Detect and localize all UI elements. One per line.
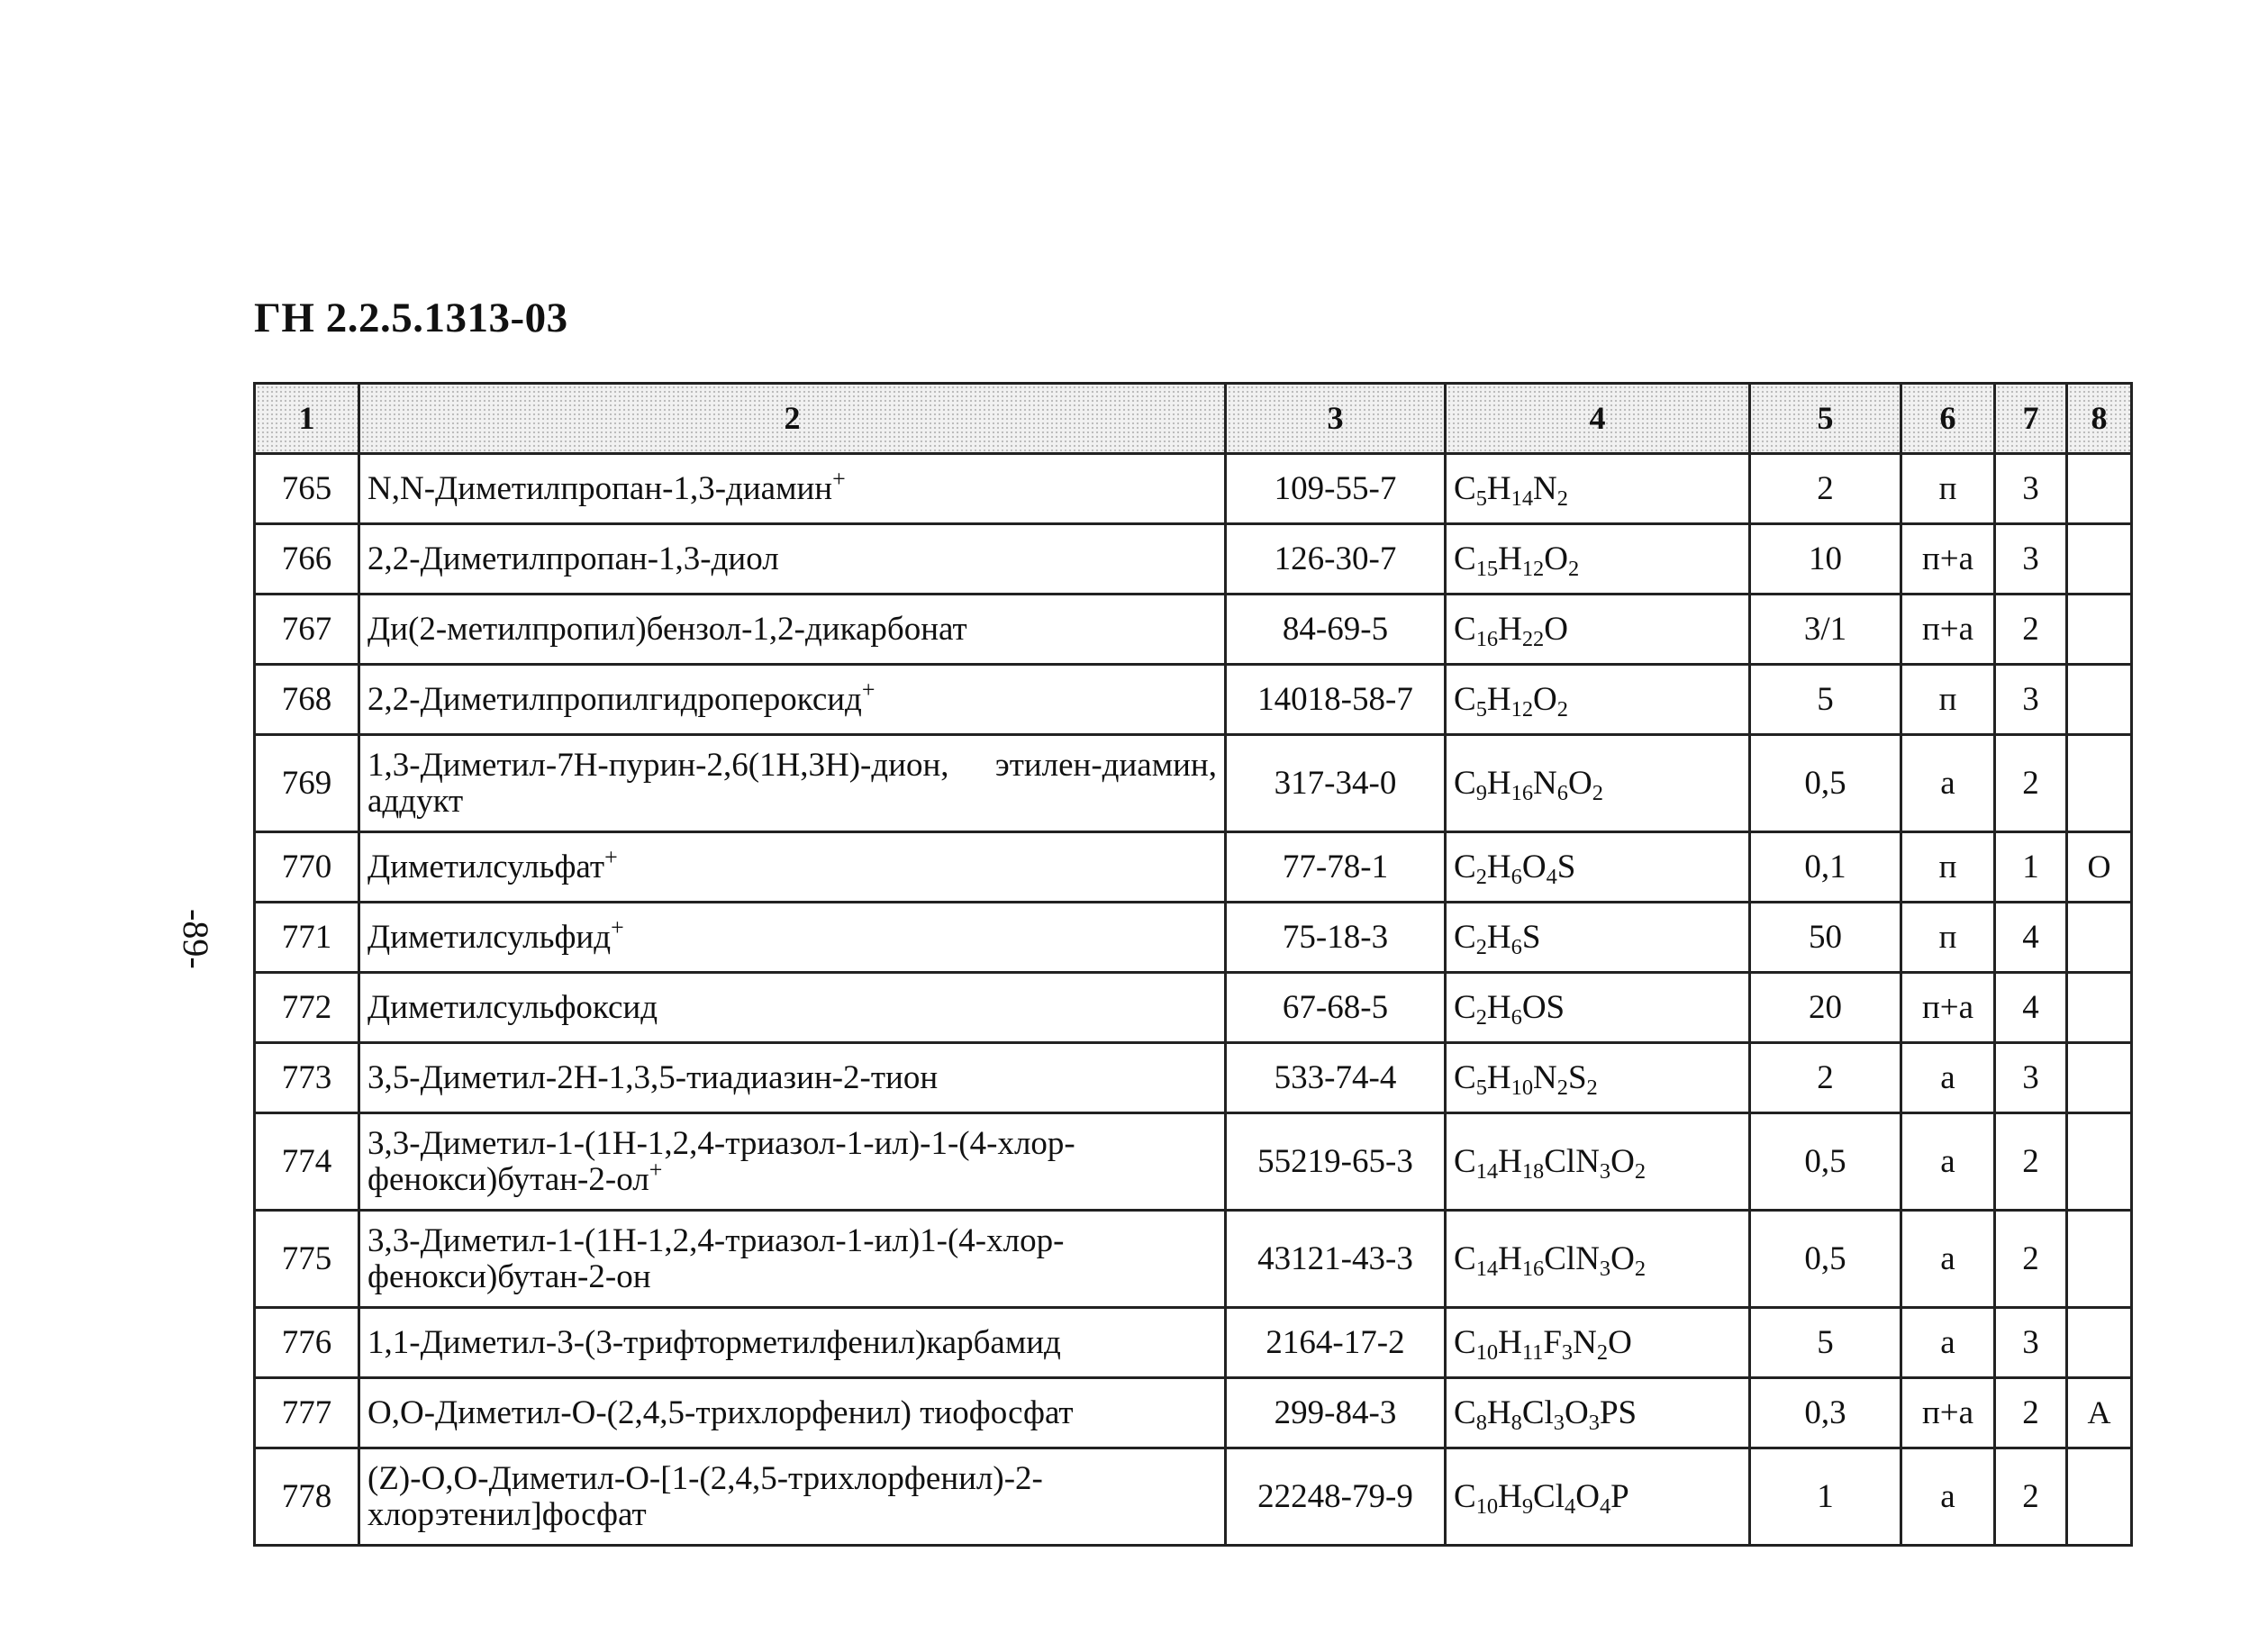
- substance-name: [359, 454, 1226, 524]
- aggregate-state: а: [1901, 735, 1995, 832]
- column-header: 5: [1750, 384, 1901, 454]
- hazard-class: 3: [1995, 665, 2067, 735]
- limit-value: 0,3: [1750, 1378, 1901, 1448]
- table-row: [255, 1308, 2132, 1378]
- cas-number: 14018-58-7: [1226, 665, 1446, 735]
- aggregate-state: п: [1901, 832, 1995, 903]
- aggregate-state: п+а: [1901, 1378, 1995, 1448]
- limit-value: 5: [1750, 665, 1901, 735]
- cas-number: 109-55-7: [1226, 454, 1446, 524]
- substance-name-text: 1,1-Диметил-3-(3-трифторметилфенил)карбамид: [367, 1323, 1061, 1361]
- limit-value: 0,5: [1750, 1113, 1901, 1211]
- aggregate-state: а: [1901, 1308, 1995, 1378]
- aggregate-state: а: [1901, 1448, 1995, 1546]
- column-header: 3: [1226, 384, 1446, 454]
- hazard-class: 3: [1995, 1308, 2067, 1378]
- substances-table: [253, 382, 2133, 1547]
- hazard-class: 2: [1995, 735, 2067, 832]
- aggregate-state: а: [1901, 1113, 1995, 1211]
- table-row: [255, 1378, 2132, 1448]
- effect-feature: [2067, 903, 2132, 973]
- substance-name-text: Диметилсульфид+: [367, 913, 624, 956]
- table-header-row: [255, 384, 2132, 454]
- substance-name: [359, 595, 1226, 665]
- limit-value: 0,1: [1750, 832, 1901, 903]
- table-row: [255, 973, 2132, 1043]
- effect-feature: [2067, 1113, 2132, 1211]
- limit-value: 1: [1750, 1448, 1901, 1546]
- effect-feature: [2067, 973, 2132, 1043]
- table-row: [255, 595, 2132, 665]
- chemical-formula: $C_8H_8Cl_3O_3PS$: [1446, 1378, 1750, 1448]
- limit-value: 10: [1750, 524, 1901, 595]
- substance-name-text: N,N-Диметилпропан-1,3-диамин+: [367, 465, 846, 507]
- table-row: [255, 1211, 2132, 1308]
- limit-value: 20: [1750, 973, 1901, 1043]
- cas-number: 299-84-3: [1226, 1378, 1446, 1448]
- row-number: 775: [255, 1211, 359, 1308]
- chemical-formula: $C_5H_{14}N_2$: [1446, 454, 1750, 524]
- limit-value: 3/1: [1750, 595, 1901, 665]
- hazard-class: 2: [1995, 595, 2067, 665]
- row-number: 778: [255, 1448, 359, 1546]
- chemical-formula: $C_{14}H_{18}ClN_3O_2$: [1446, 1113, 1750, 1211]
- chemical-formula: $C_5H_{12}O_2$: [1446, 665, 1750, 735]
- limit-value: 0,5: [1750, 735, 1901, 832]
- hazard-class: 2: [1995, 1211, 2067, 1308]
- row-number: 776: [255, 1308, 359, 1378]
- effect-feature: [2067, 735, 2132, 832]
- chemical-formula: $C_2H_6O_4S$: [1446, 832, 1750, 903]
- cas-number: 22248-79-9: [1226, 1448, 1446, 1546]
- substance-name: [359, 665, 1226, 735]
- chemical-formula: $C_9H_{16}N_6O_2$: [1446, 735, 1750, 832]
- aggregate-state: п: [1901, 665, 1995, 735]
- substance-name: [359, 973, 1226, 1043]
- effect-feature: [2067, 1211, 2132, 1308]
- table-row: [255, 1113, 2132, 1211]
- substance-name-text: Диметилсульфат+: [367, 843, 618, 885]
- limit-value: 50: [1750, 903, 1901, 973]
- column-header: 2: [359, 384, 1226, 454]
- effect-feature: О: [2067, 832, 2132, 903]
- substance-name-text: (Z)-О,О-Диметил-О-[1-(2,4,5-трихлорфенил)-2-хлорэтенил]фосфат: [367, 1459, 1043, 1533]
- row-number: 771: [255, 903, 359, 973]
- hazard-class: 3: [1995, 454, 2067, 524]
- hazard-class: 2: [1995, 1113, 2067, 1211]
- chemical-formula: $C_{15}H_{12}O_2$: [1446, 524, 1750, 595]
- hazard-class: 3: [1995, 1043, 2067, 1113]
- chemical-formula: $C_{14}H_{16}ClN_3O_2$: [1446, 1211, 1750, 1308]
- column-header: 6: [1901, 384, 1995, 454]
- column-header: 4: [1446, 384, 1750, 454]
- cas-number: 533-74-4: [1226, 1043, 1446, 1113]
- table-body: [255, 454, 2132, 1546]
- row-number: 774: [255, 1113, 359, 1211]
- row-number: 767: [255, 595, 359, 665]
- hazard-class: 1: [1995, 832, 2067, 903]
- cas-number: 67-68-5: [1226, 973, 1446, 1043]
- table-row: [255, 665, 2132, 735]
- effect-feature: [2067, 524, 2132, 595]
- cas-number: 43121-43-3: [1226, 1211, 1446, 1308]
- table-row: [255, 903, 2132, 973]
- aggregate-state: а: [1901, 1043, 1995, 1113]
- hazard-class: 4: [1995, 973, 2067, 1043]
- effect-feature: [2067, 665, 2132, 735]
- aggregate-state: п+а: [1901, 595, 1995, 665]
- table-row: [255, 1448, 2132, 1546]
- table-row: [255, 832, 2132, 903]
- cas-number: 126-30-7: [1226, 524, 1446, 595]
- chemical-formula: $C_2H_6OS$: [1446, 973, 1750, 1043]
- row-number: 769: [255, 735, 359, 832]
- aggregate-state: п+а: [1901, 524, 1995, 595]
- row-number: 772: [255, 973, 359, 1043]
- column-header: 7: [1995, 384, 2067, 454]
- column-header: 1: [255, 384, 359, 454]
- aggregate-state: п: [1901, 903, 1995, 973]
- substance-name: [359, 1378, 1226, 1448]
- limit-value: 2: [1750, 454, 1901, 524]
- row-number: 777: [255, 1378, 359, 1448]
- effect-feature: [2067, 454, 2132, 524]
- cas-number: 84-69-5: [1226, 595, 1446, 665]
- chemical-formula: $C_5H_{10}N_2S_2$: [1446, 1043, 1750, 1113]
- limit-value: 5: [1750, 1308, 1901, 1378]
- chemical-formula: $C_{16}H_{22}O$: [1446, 595, 1750, 665]
- substance-name: [359, 903, 1226, 973]
- hazard-class: 4: [1995, 903, 2067, 973]
- page-number: -89-: [176, 909, 216, 969]
- limit-value: 0,5: [1750, 1211, 1901, 1308]
- aggregate-state: а: [1901, 1211, 1995, 1308]
- substance-name-text: О,О-Диметил-О-(2,4,5-трихлорфенил) тиофосфат: [367, 1394, 1074, 1431]
- row-number: 773: [255, 1043, 359, 1113]
- effect-feature: [2067, 1448, 2132, 1546]
- substance-name: [359, 832, 1226, 903]
- effect-feature: [2067, 595, 2132, 665]
- substance-name-text: 2,2-Диметилпропилгидропероксид+: [367, 676, 875, 718]
- row-number: 765: [255, 454, 359, 524]
- table-row: [255, 1043, 2132, 1113]
- cas-number: 2164-17-2: [1226, 1308, 1446, 1378]
- substance-name-text: 3,3-Диметил-1-(1Н-1,2,4-триазол-1-ил)-1-(4-хлор-фенокси)бутан-2-ол+: [367, 1124, 1075, 1198]
- chemical-formula: $C_{10}H_9Cl_4O_4P$: [1446, 1448, 1750, 1546]
- row-number: 766: [255, 524, 359, 595]
- effect-feature: [2067, 1308, 2132, 1378]
- substance-name-text: 1,3-Диметил-7Н-пурин-2,6(1Н,3Н)-дион, этилен-диамин, аддукт: [367, 746, 1217, 820]
- hazard-class: 2: [1995, 1448, 2067, 1546]
- substance-name: [359, 1211, 1226, 1308]
- row-number: 768: [255, 665, 359, 735]
- substance-name: [359, 1113, 1226, 1211]
- substance-name: [359, 1043, 1226, 1113]
- cas-number: 55219-65-3: [1226, 1113, 1446, 1211]
- limit-value: 2: [1750, 1043, 1901, 1113]
- hazard-class: 3: [1995, 524, 2067, 595]
- effect-feature: А: [2067, 1378, 2132, 1448]
- cas-number: 75-18-3: [1226, 903, 1446, 973]
- substance-name-text: Диметилсульфоксид: [367, 988, 658, 1026]
- table-row: [255, 735, 2132, 832]
- chemical-formula: $C_2H_6S$: [1446, 903, 1750, 973]
- cas-number: 317-34-0: [1226, 735, 1446, 832]
- effect-feature: [2067, 1043, 2132, 1113]
- substance-name-text: 3,5-Диметил-2Н-1,3,5-тиадиазин-2-тион: [367, 1058, 939, 1096]
- table-row: [255, 454, 2132, 524]
- substance-name-text: Ди(2-метилпропил)бензол-1,2-дикарбонат: [367, 610, 967, 648]
- substance-name-text: 3,3-Диметил-1-(1Н-1,2,4-триазол-1-ил)1-(4-хлор-фенокси)бутан-2-он: [367, 1221, 1065, 1295]
- substance-name: [359, 1448, 1226, 1546]
- aggregate-state: п: [1901, 454, 1995, 524]
- substance-name: [359, 1308, 1226, 1378]
- substance-name: [359, 735, 1226, 832]
- substance-name: [359, 524, 1226, 595]
- row-number: 770: [255, 832, 359, 903]
- column-header: 8: [2067, 384, 2132, 454]
- hazard-class: 2: [1995, 1378, 2067, 1448]
- table-row: [255, 524, 2132, 595]
- document-code: ГН 2.2.5.1313-03: [254, 295, 568, 341]
- cas-number: 77-78-1: [1226, 832, 1446, 903]
- chemical-formula: $C_{10}H_{11}F_3N_2O$: [1446, 1308, 1750, 1378]
- aggregate-state: п+а: [1901, 973, 1995, 1043]
- substance-name-text: 2,2-Диметилпропан-1,3-диол: [367, 540, 779, 577]
